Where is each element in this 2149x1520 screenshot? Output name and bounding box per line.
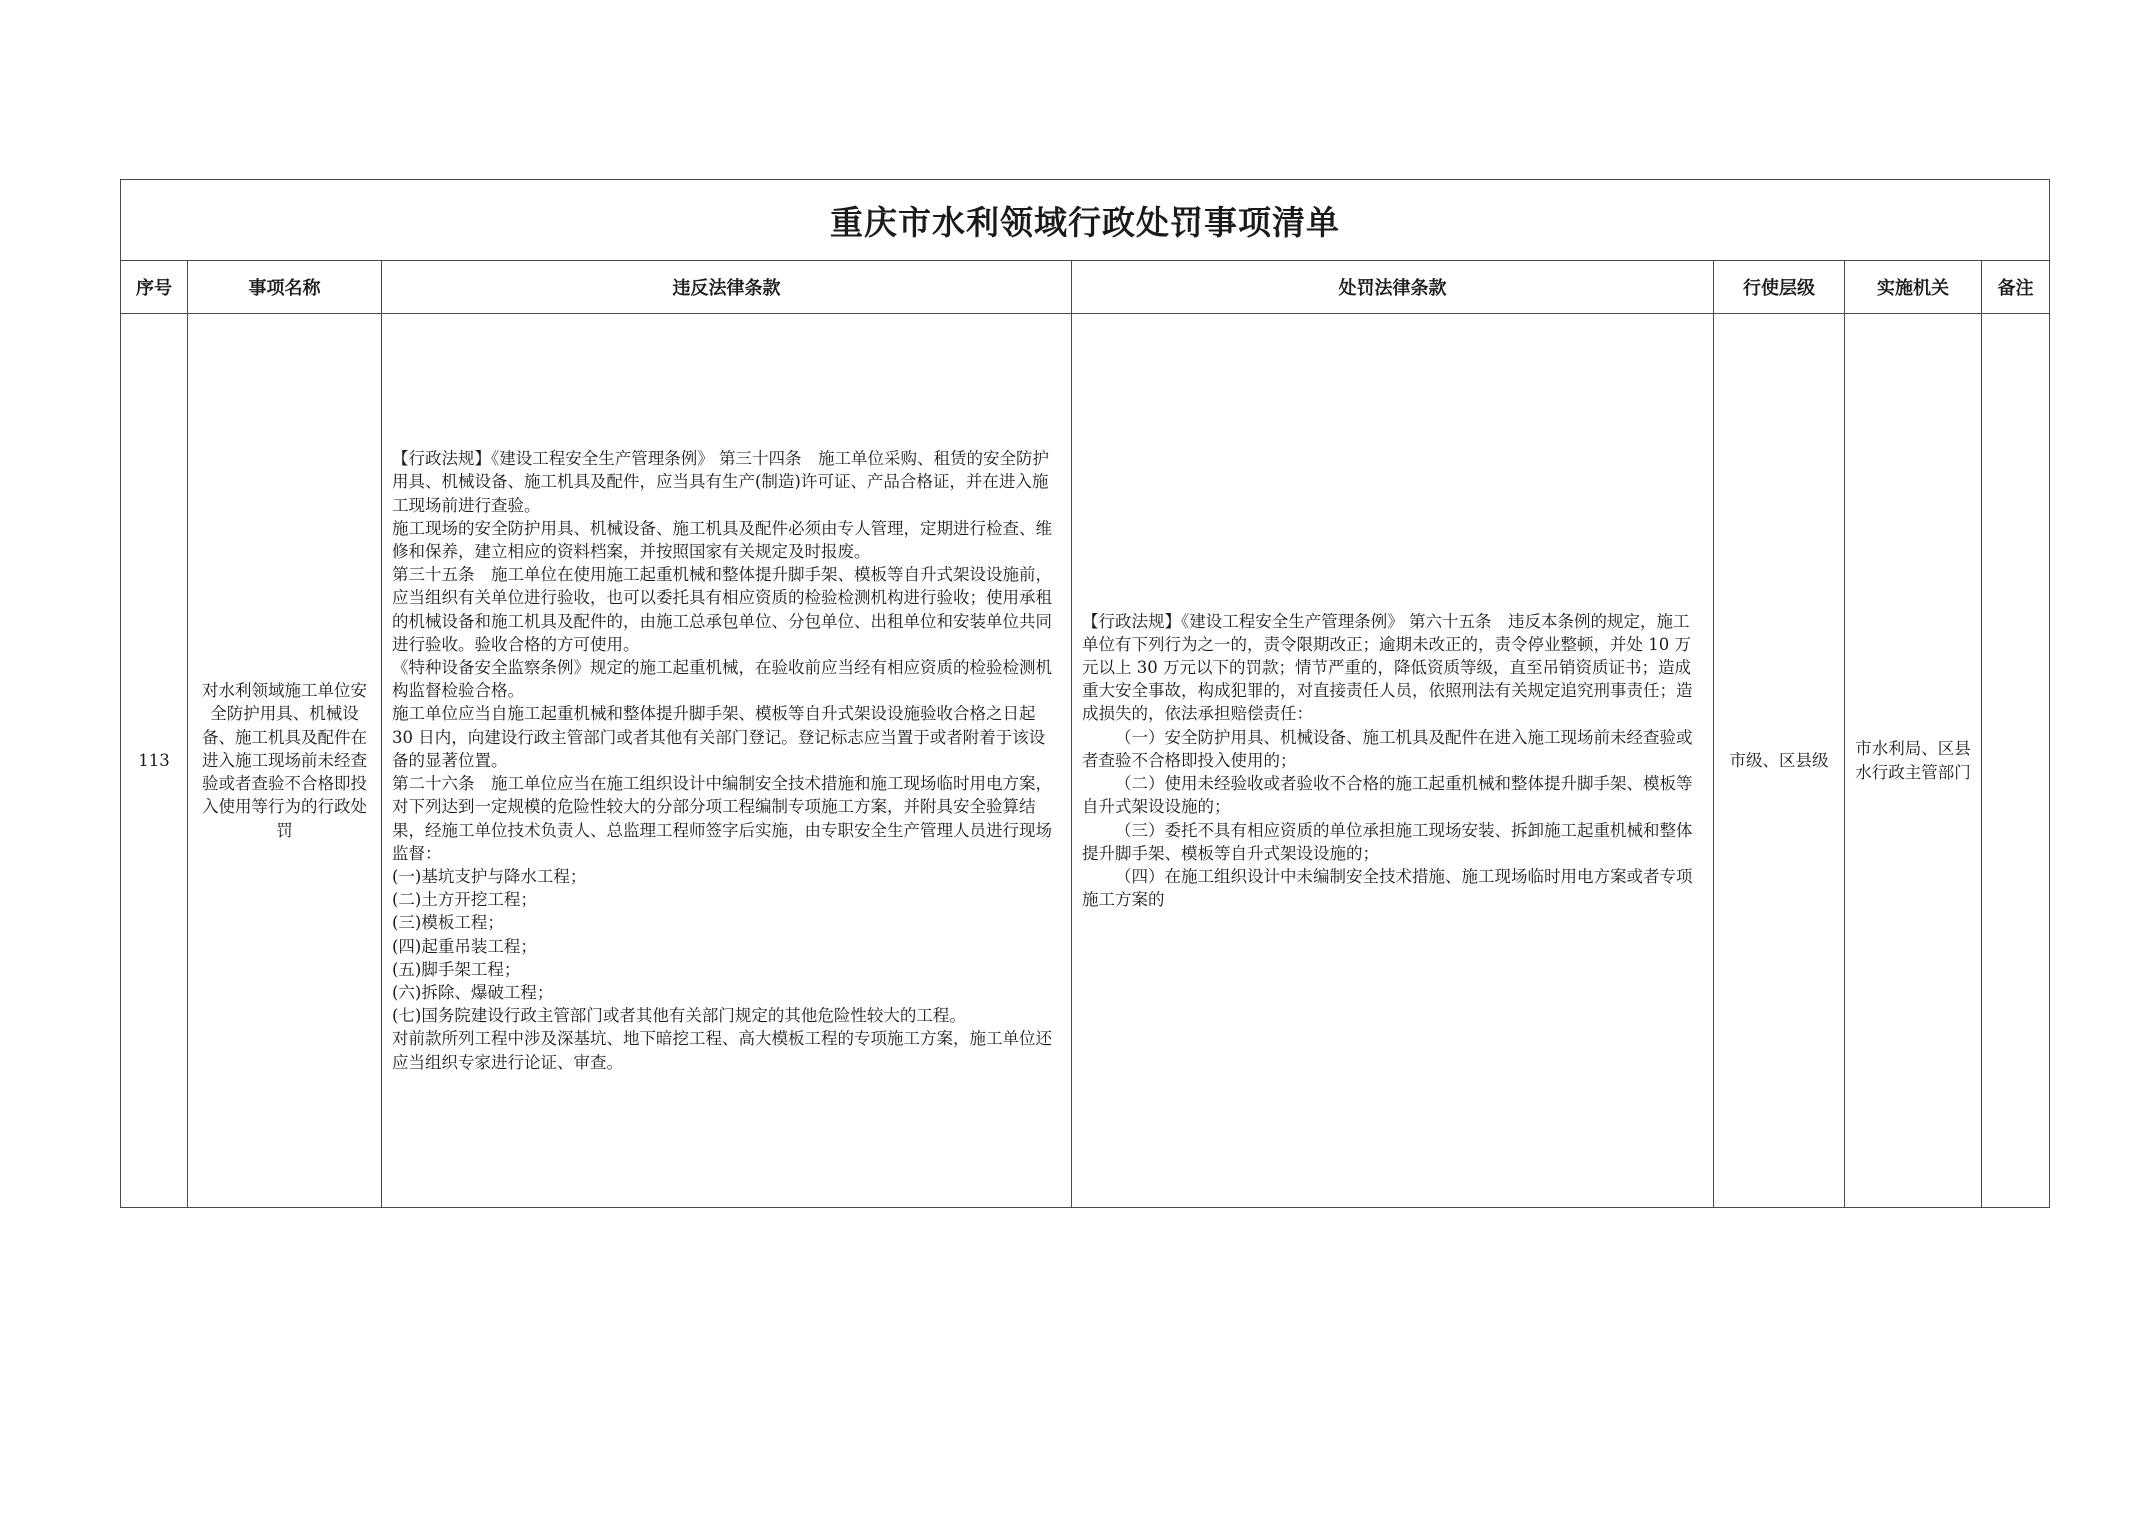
violation-list-item: (六)拆除、爆破工程； <box>392 982 554 1002</box>
header-name: 事项名称 <box>188 261 382 314</box>
cell-penalty <box>1072 314 1714 1208</box>
violation-list-item: (七)国务院建设行政主管部门或者其他有关部门规定的其他危险性较大的工程。 <box>392 1006 966 1026</box>
document-title: 重庆市水利领域行政处罚事项清单 <box>121 180 2050 261</box>
violation-paragraph: 【行政法规】《建设工程安全生产管理条例》 第三十四条 施工单位采购、租赁的安全防护用具、机械设备、施工机具及配件，应当具有生产(制造)许可证、产品合格证，并在进入施工现场前进行查验。 <box>392 449 1049 515</box>
violation-paragraph: 对前款所列工程中涉及深基坑、地下暗挖工程、高大模板工程的专项施工方案，施工单位还应当组织专家进行论证、审查。 <box>392 1029 1052 1072</box>
violation-list-item: (五)脚手架工程； <box>392 959 521 979</box>
penalty-list-item: （三）委托不具有相应资质的单位承担施工现场安装、拆卸施工起重机械和整体提升脚手架、模板等自升式架设设施的； <box>1082 820 1693 863</box>
violation-paragraph: 施工现场的安全防护用具、机械设备、施工机具及配件必须由专人管理，定期进行检查、维修和保养，建立相应的资料档案，并按照国家有关规定及时报废。 <box>392 518 1052 562</box>
violation-paragraph: 《特种设备安全监察条例》规定的施工起重机械，在验收前应当经有相应资质的检验检测机构监督检验合格。 <box>392 658 1052 701</box>
violation-paragraph: 第二十六条 施工单位应当在施工组织设计中编制安全技术措施和施工现场临时用电方案，对下列达到一定规模的危险性较大的分部分项工程编制专项施工方案，并附具安全验算结果，经施工单位技术负责人、总监理工程师签字后实施，由专职安全生产管理人员进行现场监督： <box>392 774 1052 863</box>
violation-list-item: (二)土方开挖工程； <box>392 890 537 910</box>
violation-list-item: (四)起重吊装工程； <box>392 936 537 956</box>
cell-level: 市级、区县级 <box>1714 314 1845 1208</box>
penalty-list-item: （二）使用未经验收或者验收不合格的施工起重机械和整体提升脚手架、模板等自升式架设设施的； <box>1082 774 1693 817</box>
header-penalty: 处罚法律条款 <box>1072 261 1714 314</box>
header-row <box>121 261 2050 314</box>
header-note: 备注 <box>1982 261 2050 314</box>
header-seq: 序号 <box>121 261 188 314</box>
cell-seq: 113 <box>121 314 188 1208</box>
violation-paragraph: 第三十五条 施工单位在使用施工起重机械和整体提升脚手架、模板等自升式架设设施前，应当组织有关单位进行验收，也可以委托具有相应资质的检验检测机构进行验收；使用承租的机械设备和施工机具及配件的，由施工总承包单位、分包单位、出租单位和安装单位共同进行验收。验收合格的方可使用。 <box>392 565 1052 654</box>
cell-item-name: 对水利领域施工单位安全防护用具、机械设备、施工机具及配件在进入施工现场前未经查验或者查验不合格即投入使用等行为的行政处罚 <box>188 314 382 1208</box>
violation-list-item: (三)模板工程； <box>392 913 504 933</box>
violation-list-item: (一)基坑支护与降水工程； <box>392 866 587 886</box>
penalty-list-item: （一）安全防护用具、机械设备、施工机具及配件在进入施工现场前未经查验或者查验不合格即投入使用的； <box>1082 727 1693 770</box>
cell-note <box>1982 314 2050 1208</box>
penalty-list-item: （四）在施工组织设计中未编制安全技术措施、施工现场临时用电方案或者专项施工方案的 <box>1082 866 1693 910</box>
table-row <box>121 314 2050 1208</box>
header-level: 行使层级 <box>1714 261 1845 314</box>
cell-violation <box>382 314 1072 1208</box>
penalty-paragraph: 【行政法规】《建设工程安全生产管理条例》 第六十五条 违反本条例的规定，施工单位有下列行为之一的，责令限期改正；逾期未改正的，责令停业整顿，并处 10 万元以上 30 万元以下的罚款；情节严重的，降低资质等级，直至吊销资质证书；造成重大安全事故，构成犯罪的，对直接责任人员，依照刑法有关规定追究刑事责任；造成损失的，依法承担赔偿责任： <box>1082 611 1693 724</box>
header-authority: 实施机关 <box>1845 261 1982 314</box>
violation-paragraph: 施工单位应当自施工起重机械和整体提升脚手架、模板等自升式架设设施验收合格之日起 30 日内，向建设行政主管部门或者其他有关部门登记。登记标志应当置于或者附着于该设备的显著位置。 <box>392 704 1046 770</box>
cell-authority: 市水利局、区县水行政主管部门 <box>1845 314 1982 1208</box>
penalty-list-table <box>120 179 2050 1208</box>
header-violation: 违反法律条款 <box>382 261 1072 314</box>
